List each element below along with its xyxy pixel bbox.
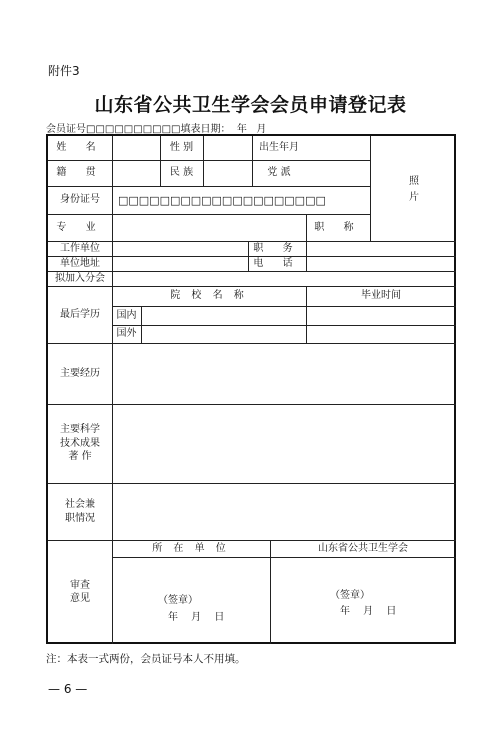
social-label-line-1: 社会兼 bbox=[65, 499, 95, 510]
domestic-grad-field[interactable] bbox=[306, 306, 456, 325]
id-number-boxes[interactable]: □□□□□□□□□□□□□□□□□□□□ bbox=[118, 193, 326, 207]
page-number: — 6 — bbox=[48, 682, 88, 696]
experience-field[interactable] bbox=[112, 343, 456, 404]
major-label: 专 业 bbox=[56, 221, 104, 233]
review-label-line-1: 审查 bbox=[70, 579, 90, 591]
fill-date-year: 年 bbox=[236, 124, 247, 135]
achievements-label-line-2: 技术成果 bbox=[60, 437, 100, 449]
attachment-label: 附件3 bbox=[48, 64, 80, 78]
achievements-field[interactable] bbox=[112, 404, 456, 483]
abroad-school-field[interactable] bbox=[141, 325, 306, 343]
major-field[interactable] bbox=[112, 214, 306, 241]
unit-address-field[interactable] bbox=[112, 256, 248, 271]
social-positions-field[interactable] bbox=[112, 483, 456, 540]
gender-field[interactable] bbox=[203, 136, 252, 160]
social-label-line-2: 职情况 bbox=[65, 512, 95, 524]
fill-date-month: 月 bbox=[256, 124, 267, 135]
review-label bbox=[48, 540, 112, 644]
unit-seal-label: （签章） bbox=[158, 594, 198, 606]
abroad-label: 国外 bbox=[116, 328, 137, 340]
experience-label: 主要经历 bbox=[60, 367, 100, 379]
education-label: 最后学历 bbox=[60, 308, 100, 320]
achievements-label bbox=[48, 404, 112, 483]
fill-date-label: 填表日期： bbox=[180, 124, 231, 135]
position-field[interactable] bbox=[306, 241, 456, 256]
professional-title-label: 职 称 bbox=[314, 221, 362, 233]
name-label: 姓 名 bbox=[56, 142, 104, 154]
form-title: 山东省公共卫生学会会员申请登记表 bbox=[94, 94, 407, 116]
branch-field[interactable] bbox=[112, 271, 456, 286]
ethnicity-label: 民 族 bbox=[169, 167, 194, 179]
branch-label: 拟加入分会 bbox=[55, 272, 105, 284]
graduation-time-header: 毕业时间 bbox=[361, 290, 401, 302]
native-place-label: 籍 贯 bbox=[56, 167, 104, 179]
native-place-field[interactable] bbox=[112, 160, 160, 186]
society-seal-label: （签章） bbox=[330, 589, 370, 601]
society-header: 山东省公共卫生学会 bbox=[318, 542, 408, 554]
id-number-label: 身份证号 bbox=[60, 194, 100, 206]
social-positions-label bbox=[48, 483, 112, 540]
unit-header: 所 在 单 位 bbox=[152, 542, 230, 554]
work-unit-field[interactable] bbox=[112, 241, 248, 256]
ethnicity-field[interactable] bbox=[203, 160, 252, 186]
footnote: 注：本表一式两份，会员证号本人不用填。 bbox=[46, 653, 246, 665]
unit-address-label: 单位地址 bbox=[60, 257, 100, 269]
photo-label-2: 片 bbox=[409, 192, 419, 203]
work-unit-label: 工作单位 bbox=[60, 242, 100, 254]
registration-form-table bbox=[46, 134, 456, 644]
position-label: 职 务 bbox=[253, 242, 301, 254]
member-number-line bbox=[46, 120, 266, 135]
member-number-boxes[interactable]: □□□□□□□□□□ bbox=[86, 124, 181, 135]
school-name-header: 院 校 名 称 bbox=[170, 290, 248, 302]
birth-label: 出生年月 bbox=[259, 142, 299, 154]
birth-field[interactable] bbox=[306, 136, 370, 160]
phone-field[interactable] bbox=[306, 256, 456, 271]
society-opinion-field[interactable] bbox=[270, 557, 456, 644]
phone-label: 电 话 bbox=[253, 257, 301, 269]
photo-area[interactable] bbox=[370, 136, 456, 241]
party-field[interactable] bbox=[306, 160, 370, 186]
party-label: 党 派 bbox=[267, 167, 291, 179]
review-label-line-2: 意见 bbox=[70, 593, 90, 604]
domestic-label: 国内 bbox=[116, 309, 137, 321]
photo-label-1: 照 bbox=[409, 176, 419, 187]
unit-date-label: 年 月 日 bbox=[168, 611, 225, 623]
society-date-label: 年 月 日 bbox=[340, 605, 397, 617]
achievements-label-line-3: 著 作 bbox=[68, 451, 92, 463]
member-number-label: 会员证号 bbox=[46, 124, 86, 135]
name-field[interactable] bbox=[112, 136, 160, 160]
domestic-school-field[interactable] bbox=[141, 306, 306, 325]
gender-label: 性 别 bbox=[169, 142, 194, 154]
abroad-grad-field[interactable] bbox=[306, 325, 456, 343]
achievements-label-line-1: 主要科学 bbox=[60, 424, 100, 436]
